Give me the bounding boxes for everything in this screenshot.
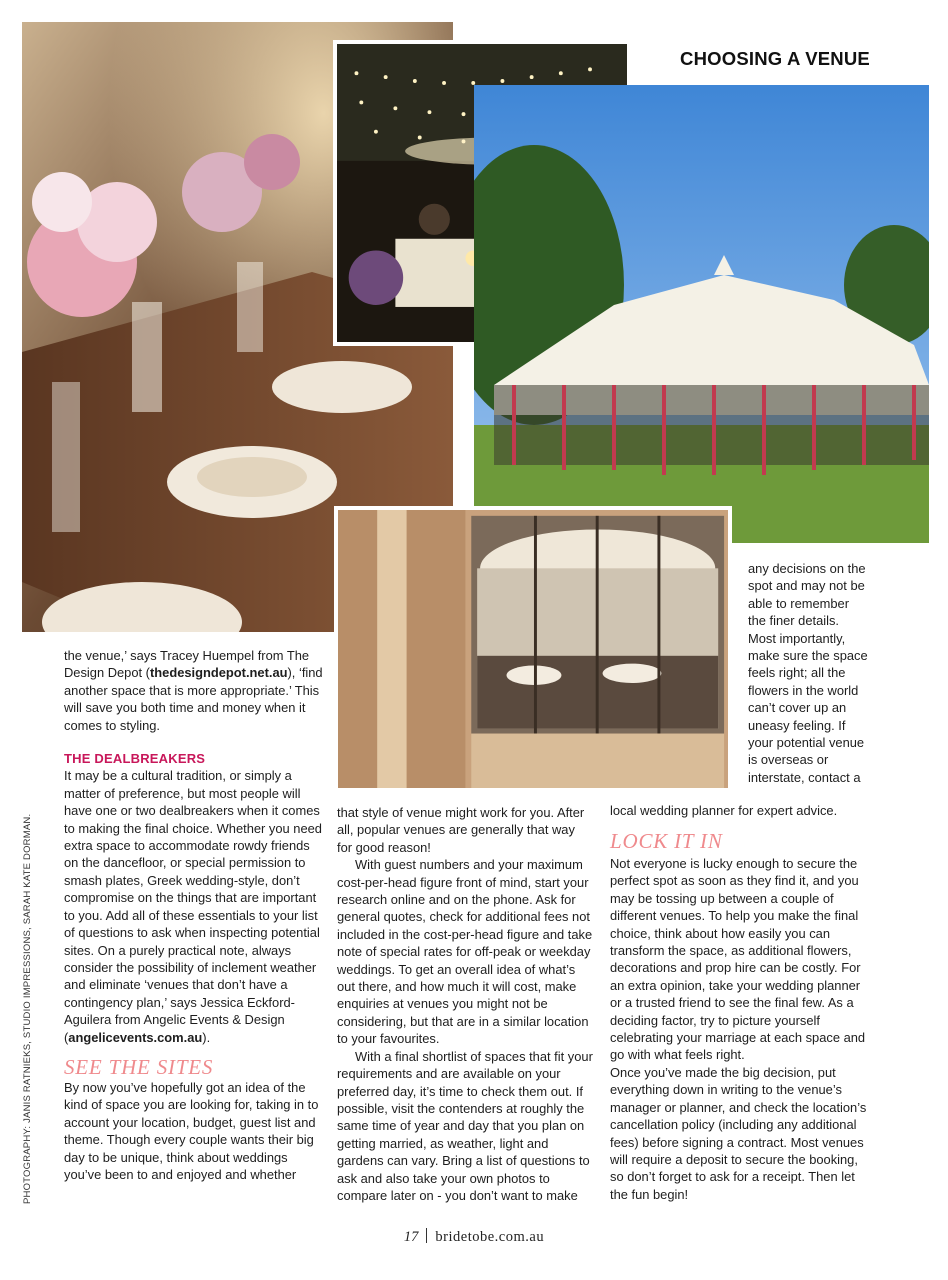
- dealbreakers-heading: THE DEALBREAKERS: [64, 751, 206, 767]
- lock-it-in-heading: LOCK IT IN: [610, 829, 723, 853]
- article-column-3-top: [748, 560, 868, 786]
- paragraph-research: With guest numbers and your maximum cost-per-head figure front of mind, start your research online and on the phone. Ask for general quotes, check for additional fees not included in the cost-per-head figure and take note of special rates for off-peak or weekday weddings. To get an overall idea of what’s out there, and how much it will cost, make enquiries at venues you might not be considering, but that are in a similar location to your favourites.: [337, 857, 593, 1047]
- footer-divider: [426, 1228, 427, 1243]
- design-depot-link: thedesigndepot.net.au: [149, 665, 288, 681]
- paragraph-lock-it-in: Not everyone is lucky enough to secure the perfect spot as soon as they find it, and you may be tossing up between a couple of different venues. To help you make the final choice, think about how easily you can transform the space, as additional flowers, decorations and prop hire can be costly. For an extra opinion, take your wedding planner or a trusted friend to see the final few. As a deciding factor, try to picture yourself celebrating your marriage at each space and go with what feels right.: [610, 856, 866, 1063]
- footer-website: bridetobe.com.au: [435, 1229, 545, 1245]
- reception-through-window-photo: [334, 506, 732, 792]
- article-column-1: [64, 647, 326, 1183]
- paragraph-decisions: any decisions on the spot and may not be able to remember the finer details. Most importantly, make sure the space feels right; all the flowers in the world can’t cover up an uneasy feeling. If your potential venue is overseas or interstate, contact a: [748, 561, 868, 785]
- paragraph-see-the-sites: By now you’ve hopefully got an idea of the kind of space you are looking for, taking in to account your location, budget, guest list and theme. Though every couple wants their big day to be unique, think about weddings you’ve been to and enjoyed and whether: [64, 1079, 319, 1182]
- article-column-3-top-last-line: [610, 802, 868, 819]
- section-title: CHOOSING A VENUE: [680, 48, 870, 69]
- page-number: 17: [403, 1229, 419, 1245]
- page-footer: [0, 1228, 948, 1246]
- article-column-2: [337, 804, 593, 1204]
- angelic-events-link: angelicevents.com.au: [68, 1029, 203, 1045]
- paragraph-design-depot: the venue,’ says Tracey Huempel from The Design Depot (thedesigndepot.net.au), ‘find another space that is more appropriate.’ This will save you both time and money when it comes to styling.: [64, 648, 323, 733]
- paragraph-contract: Once you’ve made the big decision, put everything down in writing to the venue’s manager or planner, and check the location’s cancellation policy (including any additional fees) before signing a contract. Most venues will require a deposit to secure the booking, so don’t forget to ask for a receipt. Then let the fun begin!: [610, 1064, 867, 1202]
- paragraph-venue-style: that style of venue might work for you. After all, popular venues are generally that way for good reason!: [337, 805, 585, 855]
- paragraph-shortlist: With a final shortlist of spaces that fit your requirements and are available on your preferred day, it’s time to check them out. If possible, visit the contenders at roughly the same time of year and day that you plan on getting married, as weather, light and gardens can vary. Bring a list of questions to ask and also take your own photos to compare later on - you don’t want to make: [337, 1048, 593, 1203]
- paragraph-planner-line: local wedding planner for expert advice.: [610, 803, 838, 818]
- see-the-sites-heading: SEE THE SITES: [64, 1054, 214, 1079]
- marquee-tent-photo: [474, 85, 929, 543]
- photography-credit: PHOTOGRAPHY: JANIS RATNIEKS, STUDIO IMPRESSIONS, SARAH KATE DORMAN.: [22, 813, 33, 1204]
- paragraph-dealbreakers: It may be a cultural tradition, or simply a matter of preference, but most people will have one or two dealbreakers when it comes to making the final choice. Whether you need extra space to accommodate rowdy friends on the dancefloor, or special permission to smash plates, Greek wedding-style, don’t compromise on the things that are important to you. Add all of these essentials to your list of questions to ask when inspecting potential sites. On a purely practical note, always consider the possibility of inclement weather and eliminate ‘venues that don’t have a contingency plan,’ says Jessica Eckford-Aguilera from Angelic Events & Design (angelicevents.com.au).: [64, 768, 322, 1045]
- article-column-3: [610, 829, 868, 1203]
